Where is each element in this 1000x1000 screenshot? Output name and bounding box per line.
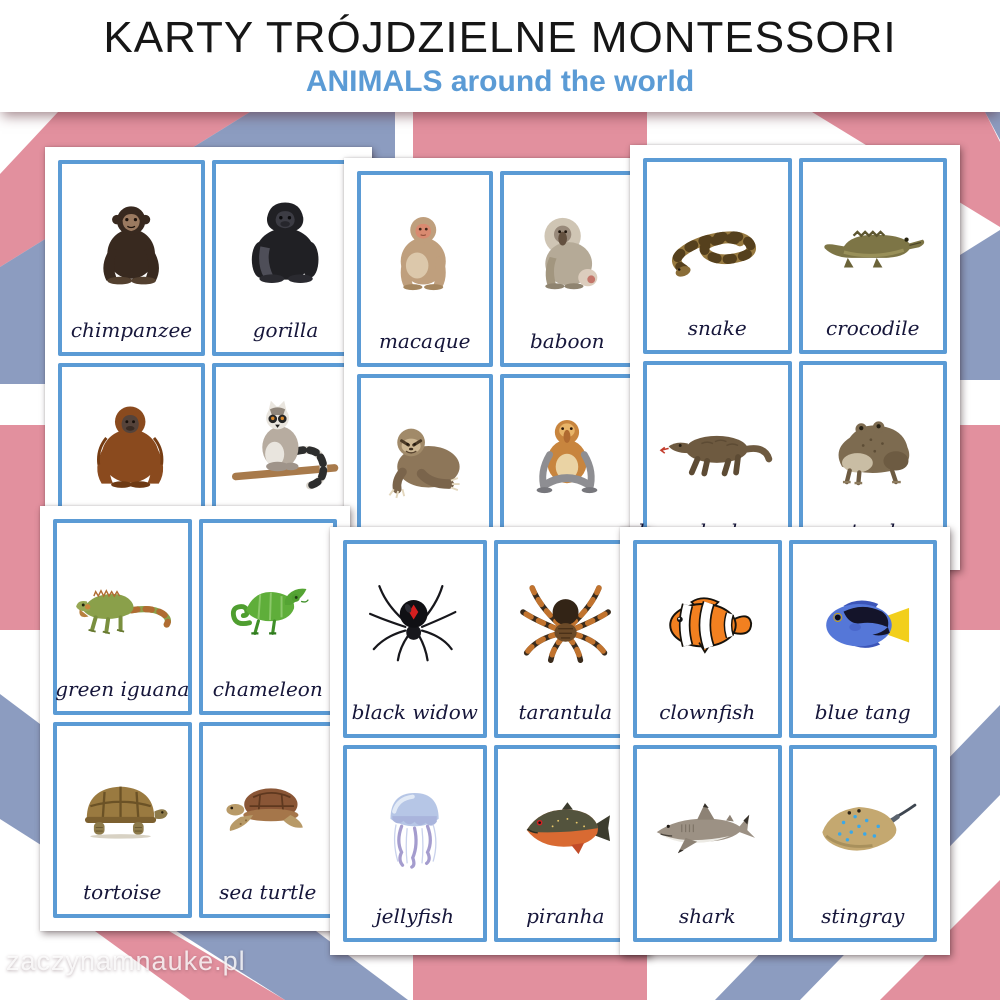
clownfish-image bbox=[637, 544, 778, 696]
card-snake bbox=[643, 158, 792, 354]
card-label-baboon: baboon bbox=[530, 329, 605, 353]
card-label-piranha: piranha bbox=[526, 904, 605, 928]
card-label-blue-tang: blue tang bbox=[814, 699, 911, 724]
header bbox=[0, 0, 1000, 112]
card-piranha bbox=[494, 745, 638, 943]
macaque-image bbox=[361, 175, 489, 325]
shark-image bbox=[637, 749, 778, 901]
gorilla-image bbox=[216, 164, 355, 314]
card-label-black-widow: black widow bbox=[351, 699, 478, 724]
sheet-monkeys bbox=[344, 158, 648, 583]
card-sea-turtle bbox=[199, 722, 338, 918]
page-title: KARTY TRÓJDZIELNE MONTESSORI bbox=[103, 12, 897, 62]
card-label-crocodile: crocodile bbox=[826, 316, 920, 340]
card-label-tortoise: tortoise bbox=[83, 880, 162, 904]
card-clownfish bbox=[633, 540, 782, 738]
card-tortoise bbox=[53, 722, 192, 918]
card-macaque bbox=[357, 171, 493, 367]
card-label-clownfish: clownfish bbox=[659, 699, 756, 724]
lemur-image bbox=[216, 367, 355, 517]
sea-turtle-image bbox=[203, 726, 334, 876]
proboscis-monkey-image bbox=[504, 378, 632, 528]
tarantula-image bbox=[498, 544, 634, 696]
watermark: zaczynamnauke.pl bbox=[6, 946, 246, 976]
crocodile-image bbox=[803, 162, 944, 312]
piranha-image bbox=[498, 749, 634, 901]
card-black-widow bbox=[343, 540, 487, 738]
sheet-sea-fish bbox=[620, 527, 950, 955]
card-chameleon bbox=[199, 519, 338, 715]
card-label-gorilla: gorilla bbox=[252, 318, 319, 342]
jellyfish-image bbox=[347, 749, 483, 901]
sheet-reptiles bbox=[630, 145, 960, 570]
card-jellyfish bbox=[343, 745, 487, 943]
stingray-image bbox=[793, 749, 934, 901]
card-label-chameleon: chameleon bbox=[212, 677, 323, 701]
card-label-tarantula: tarantula bbox=[518, 699, 613, 724]
card-green-iguana bbox=[53, 519, 192, 715]
card-tarantula bbox=[494, 540, 638, 738]
chameleon-image bbox=[203, 523, 334, 673]
chimpanzee-image bbox=[62, 164, 201, 314]
card-label-sea-turtle: sea turtle bbox=[219, 880, 317, 904]
card-label-macaque: macaque bbox=[378, 329, 471, 353]
snake-image bbox=[647, 162, 788, 312]
blue-tang-image bbox=[793, 544, 934, 696]
sheet-lizards-turtles bbox=[40, 506, 350, 931]
toad-image bbox=[803, 365, 944, 515]
card-label-snake: snake bbox=[687, 316, 747, 340]
card-stingray bbox=[789, 745, 938, 943]
card-label-shark: shark bbox=[678, 904, 736, 928]
card-chimpanzee bbox=[58, 160, 205, 356]
card-label-chimpanzee: chimpanzee bbox=[70, 318, 193, 342]
green-iguana-image bbox=[57, 523, 188, 673]
card-label-green-iguana: green iguana bbox=[55, 677, 190, 701]
tortoise-image bbox=[57, 726, 188, 876]
card-blue-tang bbox=[789, 540, 938, 738]
sloth-image bbox=[361, 378, 489, 528]
card-crocodile bbox=[799, 158, 948, 354]
card-shark bbox=[633, 745, 782, 943]
black-widow-image bbox=[347, 544, 483, 696]
komodo-dragon-image bbox=[647, 365, 788, 515]
orangutan-image bbox=[62, 367, 201, 517]
sheet-spiders-water-animals bbox=[330, 527, 650, 955]
card-label-jellyfish: jellyfish bbox=[375, 904, 455, 928]
card-label-stingray: stingray bbox=[821, 904, 905, 928]
card-gorilla bbox=[212, 160, 359, 356]
baboon-image bbox=[504, 175, 632, 325]
card-baboon bbox=[500, 171, 636, 367]
page-subtitle: ANIMALS around the world bbox=[305, 64, 695, 98]
